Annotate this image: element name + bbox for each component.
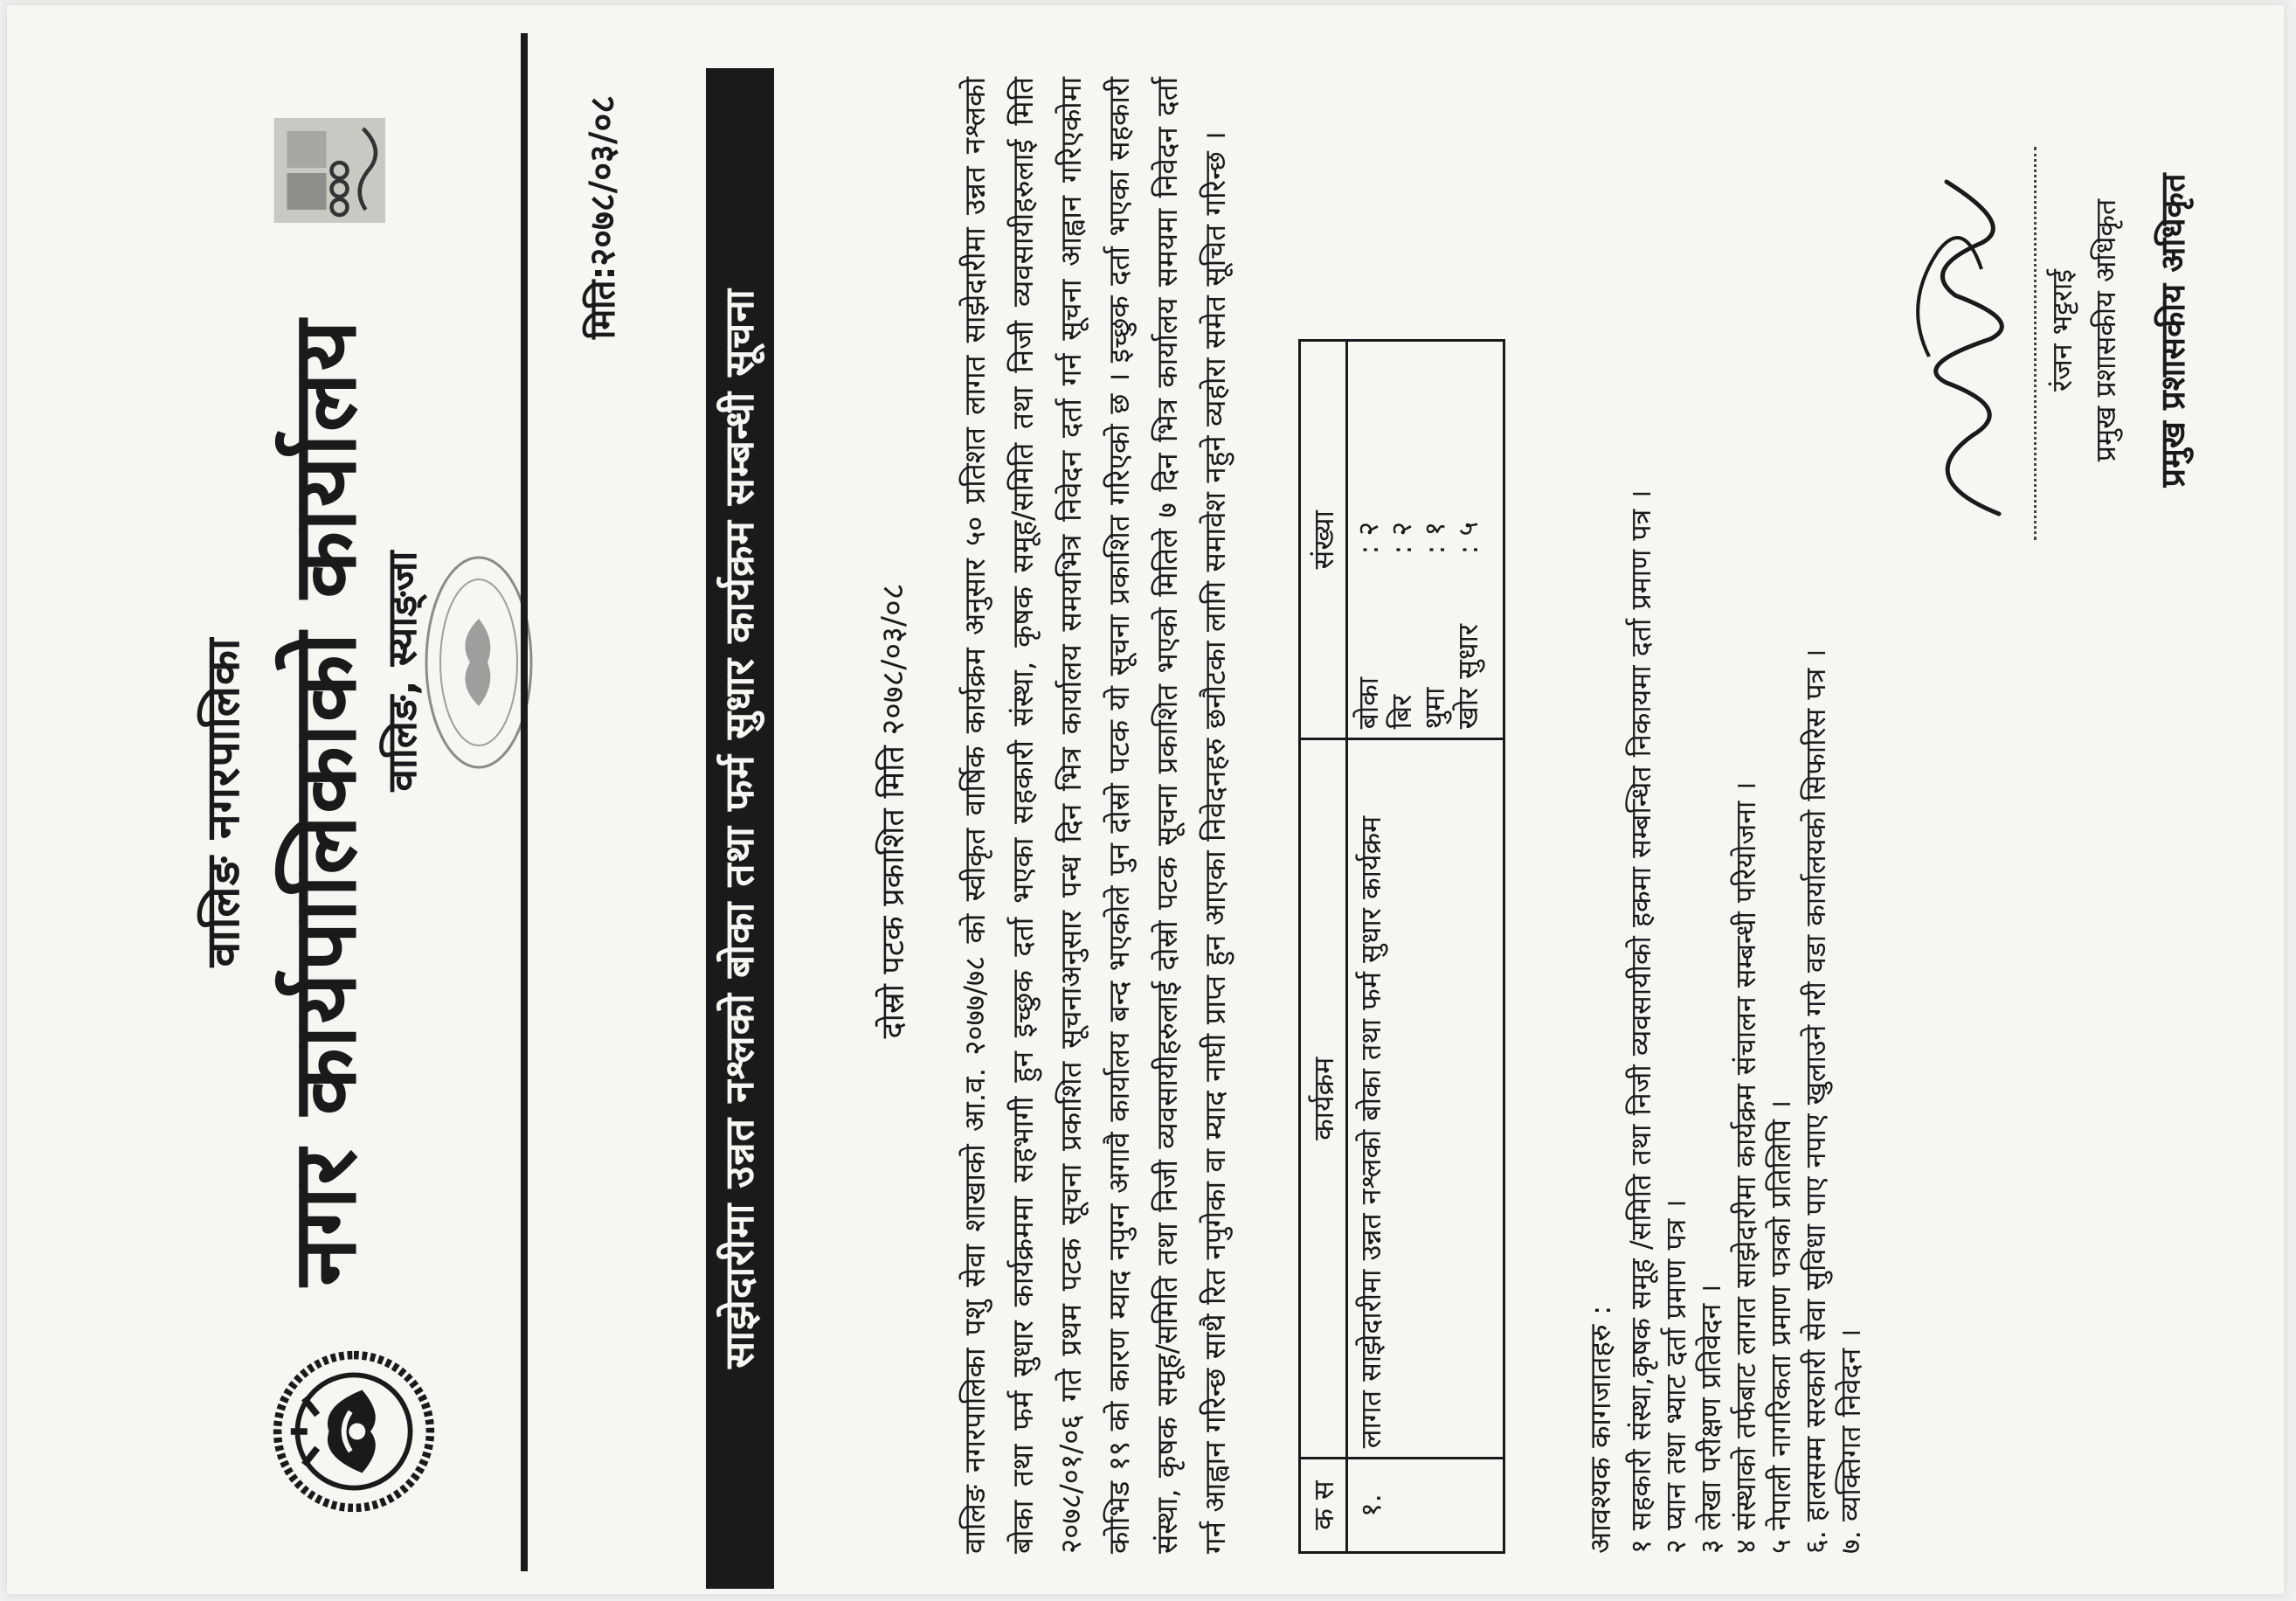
- notice-body: वालिङ नगरपालिका पशु सेवा शाखाको आ.व. २०७७/७८ को स्वीकृत वार्षिक कार्यक्रम अनुसार ५० प्रतिशत लागत साझेदारीमा उन्नत नश्लको बोका तथा फर्म सुधार कार्यक्रममा सहभागी हुन इच्छुक दर्ता भएका सहकारी संस्था, कृषक समूह/समिति तथा निजी व्यवसायीहरुलाई मिति २०७८/०१/०६ गते प्रथम पटक सूचना प्रकाशित सूचनाअनुसार पन्ध दिन भित्र कार्यालय समयभित्र निवेदन दर्ता गर्न सूचना आह्वान गरिएकोमा कोभिड १९ को कारण म्याद नपुग्न अगावै कार्यालय बन्द भएकोले पुन दोस्रो पटक यो सूचना प्रकाशित गरिएको छ । इच्छुक दर्ता भएका सहकारी संस्था, कृषक समूह/समिति तथा निजी व्यवसायीहरुलाई दोस्रो पटक सूचना प्रकाशित भएको मितिले ७ दिन भित्र कार्यालय समयमा निवेदन दर्ता गर्न आह्वान गरिन्छ साथै रित नपुगेका वा म्याद नाघी प्राप्त हुन आएका निवेदनहरु छनौटका लागि समावेश नहुने व्यहोरा समेत सूचित गरिन्छ ।: [958, 77, 1232, 1554]
- municipality-name: वालिङ नगरपालिका: [197, 637, 250, 967]
- government-emblem-icon: [271, 1348, 437, 1514]
- count-item: [1385, 350, 1418, 729]
- row-serial: १.: [1347, 1459, 1504, 1553]
- document-page: [24, 16, 2279, 1589]
- documents-list: [1623, 156, 1868, 1554]
- paper-sheet: [7, 5, 2284, 1594]
- row-count-cell: [1347, 341, 1504, 739]
- list-item: ५ नेपाली नागरिकता प्रमाण पत्रको प्रतिलिपि ।: [1764, 1099, 1797, 1554]
- count-item-name: बिर: [1385, 694, 1418, 730]
- list-item: ३ लेखा परीक्षण प्रतिवेदन ।: [1694, 1284, 1727, 1554]
- row-program: लागत साझेदारीमा उन्नत नश्लको बोका तथा फर्म सुधार कार्यक्रम: [1347, 739, 1504, 1459]
- office-place: वालिङ, स्याङ्जा: [378, 551, 425, 792]
- header-serial: क स: [1300, 1459, 1347, 1553]
- signature-line: [2034, 147, 2037, 540]
- count-item-value: : ५: [1451, 521, 1484, 555]
- count-item-value: : २: [1352, 521, 1385, 555]
- signatory-post: प्रमुख प्रशासकीय अधिकृत: [2089, 198, 2122, 462]
- notice-subtitle: दोस्रो पटक प्रकाशित मिति २०७८/०३/०८: [875, 583, 911, 1039]
- signatory-title: प्रमुख प्रशासकीय अधिकृत: [2154, 173, 2192, 488]
- documents-heading: आवश्यक कागजातहरु :: [1583, 1305, 1617, 1554]
- count-item-value: : १: [1418, 521, 1451, 555]
- count-item: [1451, 350, 1484, 729]
- municipality-logo-icon: [259, 105, 407, 236]
- header-program: कार्यक्रम: [1300, 739, 1347, 1459]
- notice-title: साझेदारीमा उन्नत नश्लको बोका तथा फर्म सुधार कार्यक्रम सम्बन्धी सूचना: [706, 68, 774, 1589]
- count-item-name: बोका: [1352, 676, 1385, 730]
- list-item: ७. व्यक्तिगत निवेदन ।: [1834, 1328, 1867, 1554]
- header-count: संख्या: [1300, 341, 1347, 739]
- signatory-name: रंजन भट्टराई: [2045, 269, 2078, 392]
- header-divider: [521, 33, 528, 1571]
- list-item: १ सहकारी संस्था,कृषक समूह /समिति तथा निजी व्यवसायीको हकमा सम्बन्धित निकायमा दर्ता प्रमाण पत्र ।: [1624, 489, 1657, 1554]
- list-item: २ प्यान तथा भ्याट दर्ता प्रमाण पत्र ।: [1659, 1199, 1692, 1554]
- table-header-row: [1300, 341, 1347, 1553]
- letter-date: मिति:२०७८/०३/०८: [583, 94, 623, 339]
- handwritten-signature-icon: [1894, 156, 2034, 531]
- count-item-value: : २: [1385, 521, 1418, 555]
- count-item-name: थुमा: [1418, 687, 1451, 730]
- office-title: नगर कार्यपालिकाको कार्यालय: [273, 318, 376, 1286]
- program-table: [1298, 339, 1505, 1554]
- count-item: [1352, 350, 1385, 729]
- office-stamp-icon: [409, 523, 549, 802]
- count-item: [1418, 350, 1451, 729]
- list-item: ६. हालसम्म सरकारी सेवा सुविधा पाए नपाए खुलाउने गरी वडा कार्यालयको सिफारिस पत्र ।: [1799, 648, 1832, 1554]
- table-row: [1347, 341, 1504, 1553]
- list-item: ४ संस्थाको तर्फबाट लागत साझेदारीमा कार्यक्रम संचालन सम्बन्धी परियोजना ।: [1729, 781, 1762, 1554]
- count-item-name: खोर सुधार: [1451, 624, 1484, 730]
